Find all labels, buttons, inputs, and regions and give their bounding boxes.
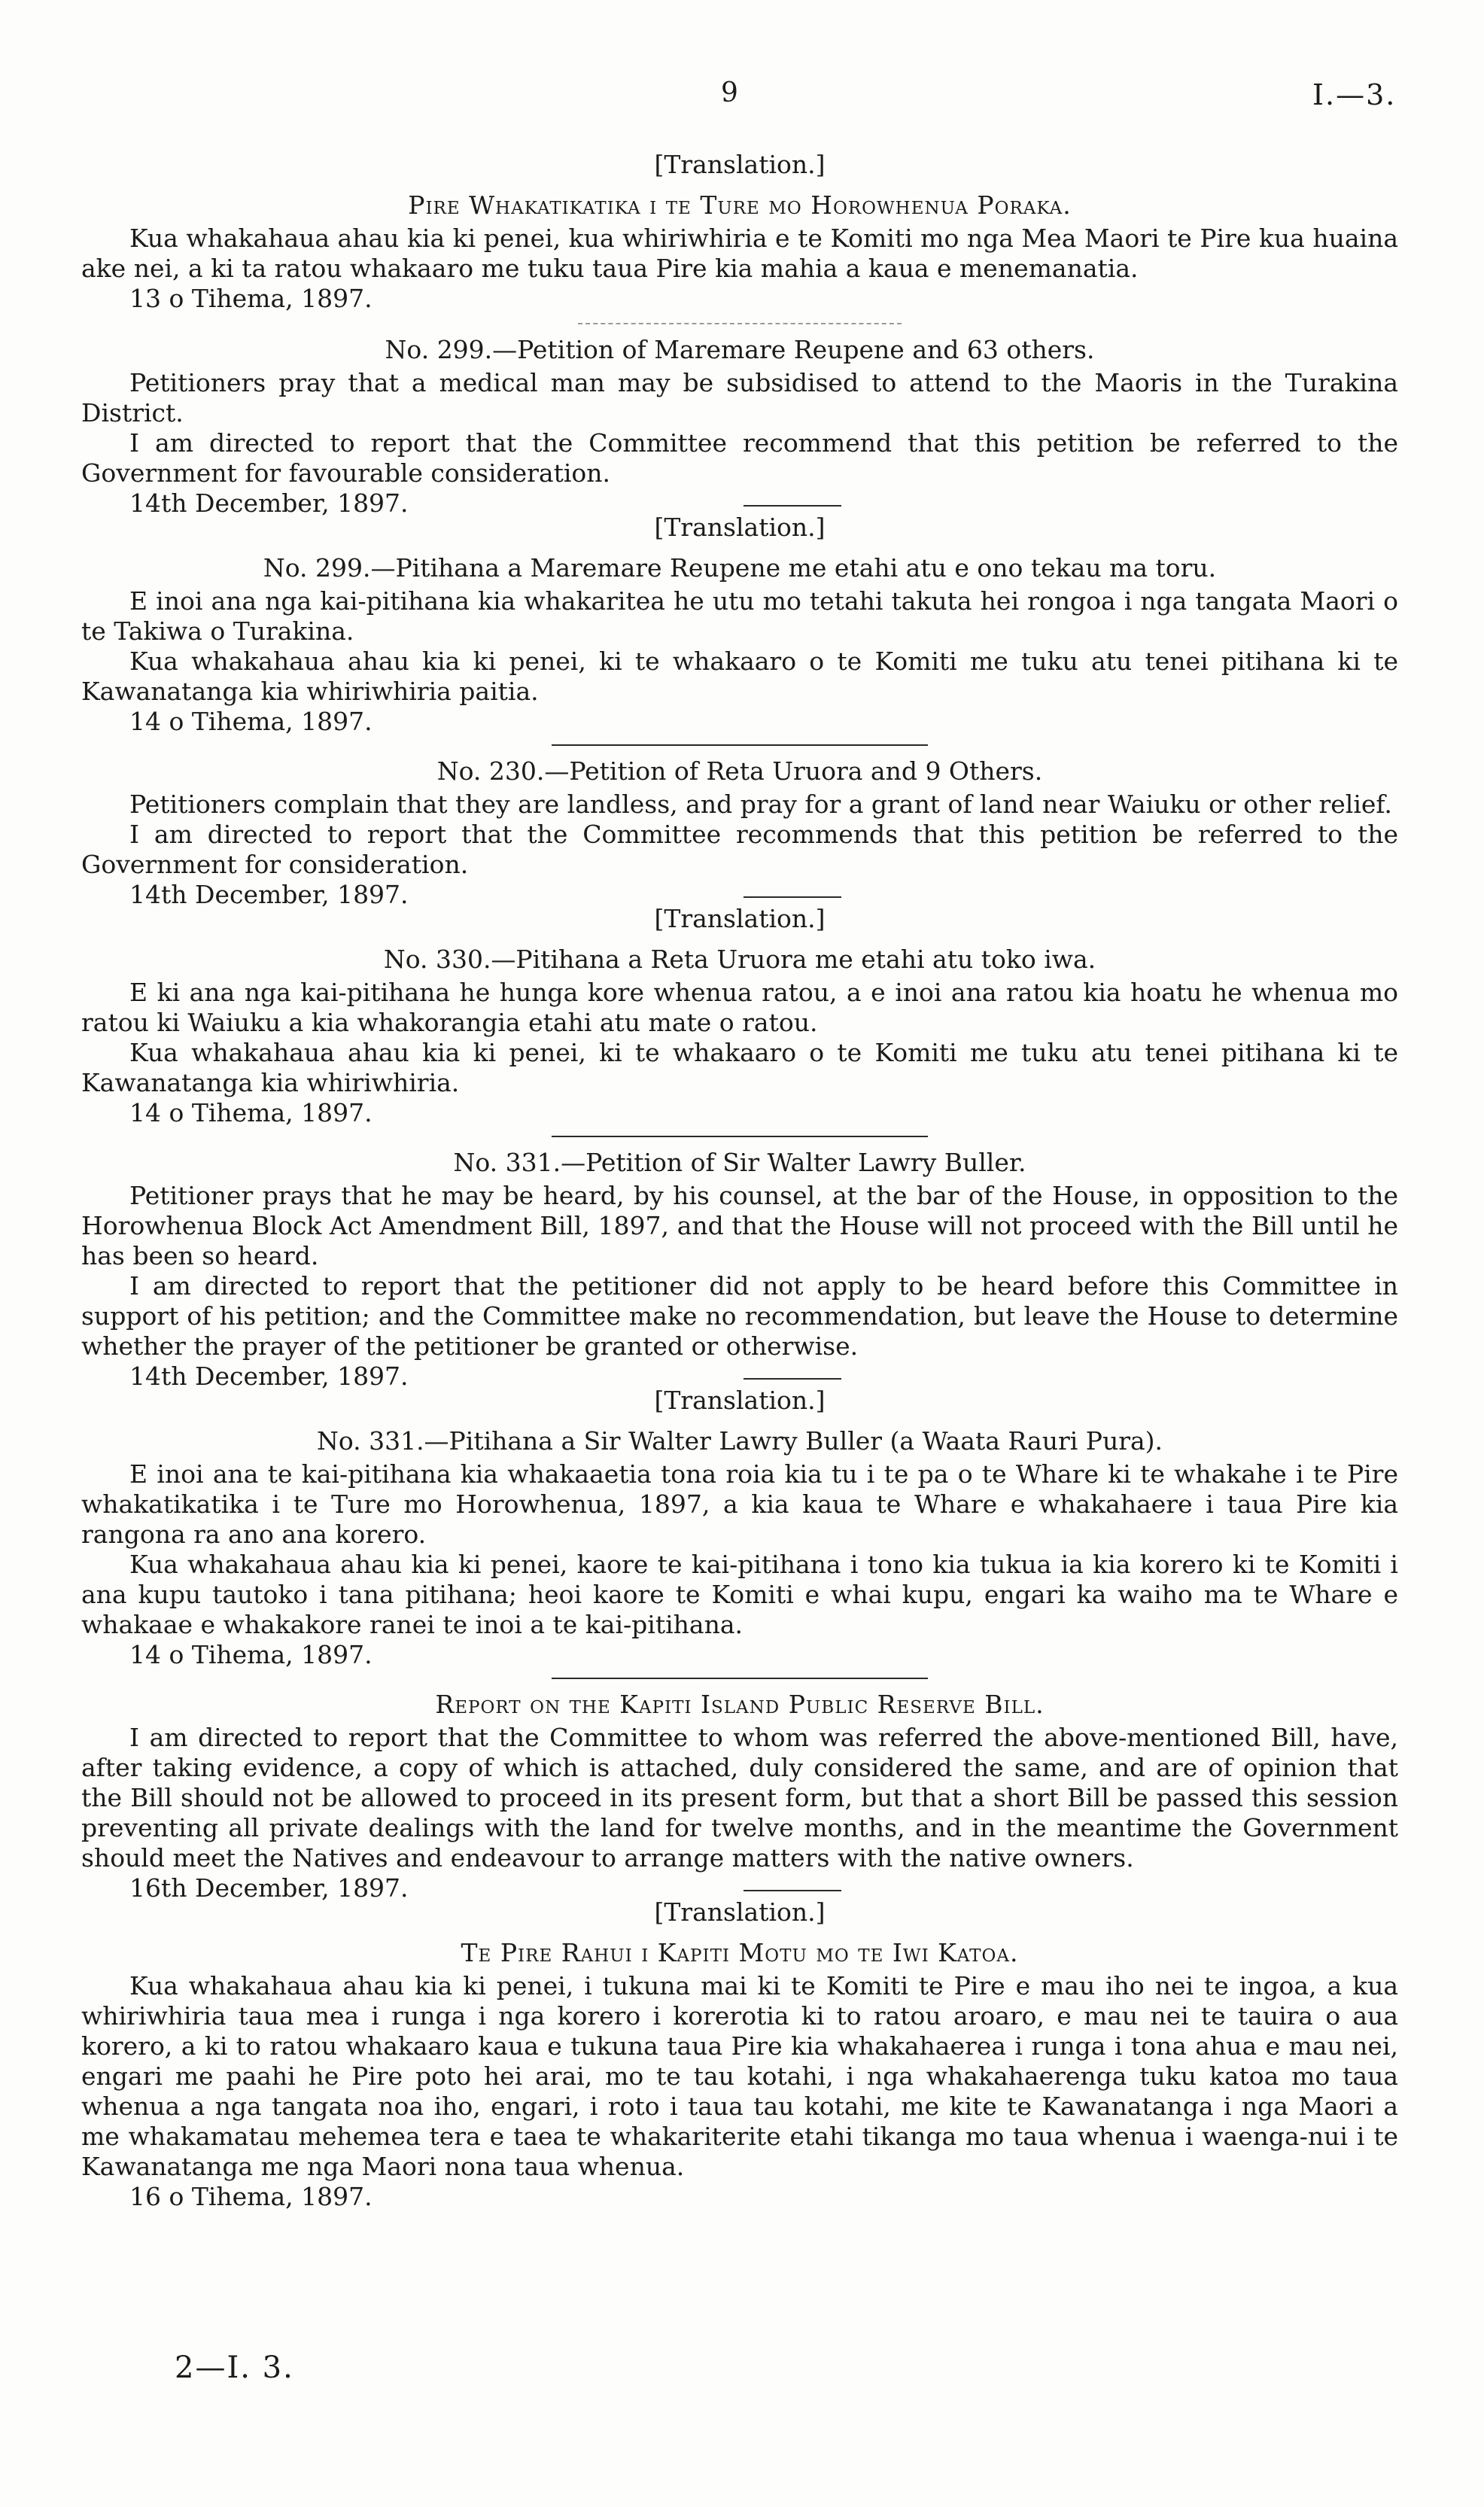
translation-label: [Translation.] — [654, 513, 826, 542]
report-date: 16th December, 1897. — [129, 1873, 409, 1903]
document-reference: I.—3. — [1312, 78, 1397, 111]
committee-report: I am directed to report that the Committee recommends that this petition be referred to the Government for consideration. — [81, 820, 1398, 879]
petition-prayer-translation: E inoi ana te kai-pitihana kia whakaaetia tona roia kia tu i te pa o te Whare ki te whakahe i te Pire whakatikatika i te Ture mo Horowhenua, 1897, a kia kaua te Whare e whakahaere i taua Pire kia rangona ra ano ana korero. — [81, 1459, 1398, 1549]
section-divider — [552, 744, 928, 746]
report-heading-translation: Te Pire Rahui i Kapiti Motu mo te Iwi Katoa. — [461, 1938, 1019, 1967]
report-date: 14th December, 1897. — [129, 880, 409, 909]
short-divider — [744, 896, 841, 898]
report-date: 14th December, 1897. — [129, 488, 409, 518]
petition-prayer-translation: E ki ana nga kai-pitihana he hunga kore whenua ratou, a e inoi ana ratou kia hoatu he whenua mo ratou ki Waiuku a kia whakorangia etahi atu mate o ratou. — [81, 978, 1398, 1037]
petition-heading: No. 299.—Petition of Maremare Reupene and 63 others. — [385, 335, 1095, 364]
short-divider — [744, 505, 841, 507]
committee-report: I am directed to report that the Committee to whom was referred the above-mentioned Bill, have, after taking evidence, a copy of which is attached, duly considered the same, and are of opinion that the Bill should not be allowed to proceed in its present form, but that a short Bill be passed this session preventing all private dealings with the land for twelve months, and in the meantime the Government should meet the Natives and endeavour to arrange matters with the native owners. — [81, 1723, 1398, 1873]
page-body — [81, 147, 1398, 2212]
committee-report-translation: Kua whakahaua ahau kia ki penei, kaore te kai-pitihana i tono kia tukua ia kia korero ki te Komiti i ana kupu tautoko i tana pitihana; heoi kaore te Komiti e whai kupu, engari ka waiho ma te Whare e whakaae e whakakore ranei te inoi a te kai-pitihana. — [81, 1550, 1398, 1639]
report-date: 14th December, 1897. — [129, 1362, 409, 1391]
report-heading: Report on the Kapiti Island Public Reserve Bill. — [435, 1690, 1045, 1719]
report-date-translation: 14 o Tihema, 1897. — [129, 1098, 373, 1127]
section-title: Pire Whakatikatika i te Ture mo Horowhenua Poraka. — [408, 190, 1072, 220]
petition-prayer: Petitioner prays that he may be heard, by his counsel, at the bar of the House, in opposition to the Horowhenua Block Act Amendment Bill, 1897, and that the House will not proceed with the Bill until he has been so heard. — [81, 1181, 1398, 1270]
report-date: 13 o Tihema, 1897. — [129, 284, 373, 313]
petition-prayer: Petitioners pray that a medical man may be subsidised to attend to the Maoris in the Turakina District. — [81, 368, 1398, 427]
short-divider — [744, 1378, 841, 1380]
section-petition-330 — [81, 756, 1398, 1128]
petition-heading: No. 331.—Petition of Sir Walter Lawry Buller. — [453, 1148, 1026, 1177]
petition-heading: No. 230.—Petition of Reta Uruora and 9 Others. — [436, 756, 1043, 786]
short-divider — [744, 1890, 841, 1891]
translation-label: [Translation.] — [654, 904, 826, 933]
report-date-translation: 14 o Tihema, 1897. — [129, 707, 373, 736]
section-petition-331 — [81, 1148, 1398, 1670]
report-date-translation: 16 o Tihema, 1897. — [129, 2182, 373, 2211]
committee-report: I am directed to report that the petitioner did not apply to be heard before this Committee in support of his petition; and the Committee make no recommendation, but leave the House to determine whether the prayer of the petitioner be granted or otherwise. — [81, 1271, 1398, 1361]
section-divider — [552, 1136, 928, 1137]
page-number: 9 — [721, 78, 738, 108]
section-horowhenua-translation — [81, 150, 1398, 314]
translation-label: [Translation.] — [654, 1897, 826, 1927]
report-date-translation: 14 o Tihema, 1897. — [129, 1640, 373, 1669]
page-signature: 2—I. 3. — [175, 2350, 294, 2385]
report-paragraph: Kua whakahaua ahau kia ki penei, kua whiriwhiria e te Komiti mo nga Mea Maori te Pire kua huaina ake nei, a ki ta ratou whakaaro me tuku taua Pire kia mahia a kaua e menemanatia. — [81, 224, 1398, 283]
petition-prayer: Petitioners complain that they are landless, and pray for a grant of land near Waiuku or other relief. — [129, 790, 1392, 819]
section-petition-299 — [81, 335, 1398, 737]
committee-report-translation: Kua whakahaua ahau kia ki penei, ki te whakaaro o te Komiti me tuku atu tenei pitihana ki te Kawanatanga kia whiriwhiria paitia. — [81, 647, 1398, 706]
petition-prayer-translation: E inoi ana nga kai-pitihana kia whakaritea he utu mo tetahi takuta hei rongoa i nga tangata Maori o te Takiwa o Turakina. — [81, 586, 1398, 646]
translation-label: [Translation.] — [654, 1386, 826, 1415]
petition-heading-translation: No. 330.—Pitihana a Reta Uruora me etahi atu toko iwa. — [383, 945, 1096, 974]
committee-report: I am directed to report that the Committee recommend that this petition be referred to the Government for favourable consideration. — [81, 428, 1398, 488]
petition-heading-translation: No. 331.—Pitihana a Sir Walter Lawry Buller (a Waata Rauri Pura). — [316, 1426, 1163, 1456]
section-divider — [552, 1678, 928, 1679]
section-divider — [578, 323, 902, 324]
petition-heading-translation: No. 299.—Pitihana a Maremare Reupene me etahi atu e ono tekau ma toru. — [263, 553, 1217, 583]
committee-report-translation: Kua whakahaua ahau kia ki penei, ki te whakaaro o te Komiti me tuku atu tenei pitihana ki te Kawanatanga kia whiriwhiria. — [81, 1038, 1398, 1097]
committee-report-translation: Kua whakahaua ahau kia ki penei, i tukuna mai ki te Komiti te Pire e mau iho nei te ingoa, a kua whiriwhiria taua mea i runga i nga korero i korerotia ki to ratou aroaro, e mau nei te tauira o aua korero, a ki to ratou whakaaro kaua e tukuna taua Pire kia whakahaerea i runga i tona ahua e mau nei, engari me paahi he Pire poto hei arai, mo te tau kotahi, i nga whakahaerenga tuku katoa mo taua whenua a nga tangata noa iho, engari, i roto i taua tau kotahi, me kite te Kawanatanga i nga Maori a me whakamatau mehemea tera e taea te whakariterite etahi tikanga mo taua whenua i waenga-nui i te Kawanatanga me nga Maori nona taua whenua. — [81, 1971, 1398, 2181]
section-kapiti-report — [81, 1690, 1398, 2212]
translation-label: [Translation.] — [654, 150, 826, 179]
